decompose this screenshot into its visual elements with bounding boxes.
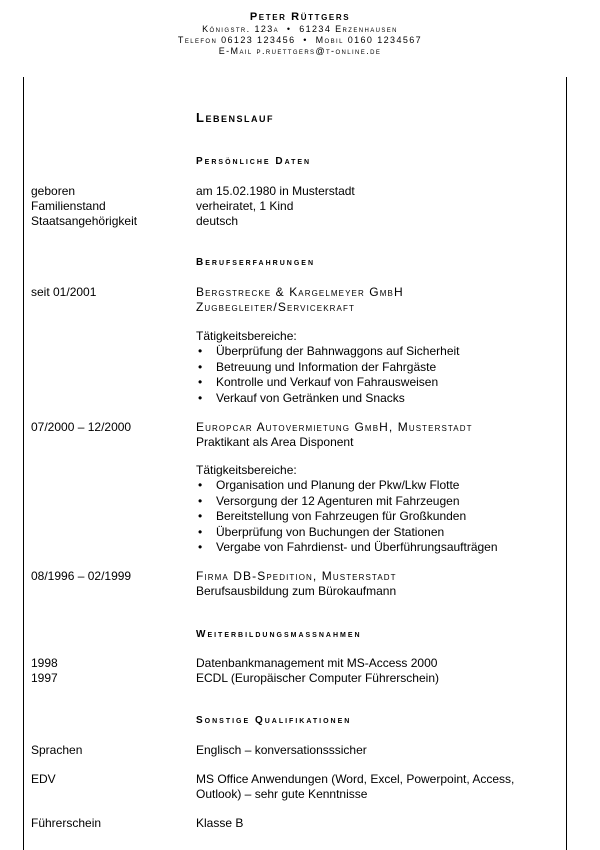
job-task-list xyxy=(196,478,498,556)
letterhead xyxy=(0,0,600,57)
list-item: • Bereitstellung von Fahrzeugen für Großkunden xyxy=(196,509,498,525)
job-tasks-label: Tätigkeitsbereiche: xyxy=(196,329,297,343)
personal-label-family: Familienstand xyxy=(31,199,106,213)
section-heading-training: Weiterbildungsmassnahmen xyxy=(196,629,362,640)
personal-value-born: am 15.02.1980 in Musterstadt xyxy=(196,184,355,198)
other-value-it-line2: Outlook) – sehr gute Kenntnisse xyxy=(196,787,368,801)
job-company: Europcar Autovermietung GmbH, Musterstadt xyxy=(196,420,473,434)
document-title: Lebenslauf xyxy=(196,110,274,125)
other-value-license: Klasse B xyxy=(196,816,244,830)
job-role: Zugbegleiter/Servicekraft xyxy=(196,300,355,314)
job-period: 07/2000 – 12/2000 xyxy=(31,420,132,434)
personal-label-nationality: Staatsangehörigkeit xyxy=(31,214,138,228)
list-item: • Überprüfung von Buchungen der Stationen xyxy=(196,525,498,541)
other-label-it: EDV xyxy=(31,772,56,786)
training-course: ECDL (Europäischer Computer Führerschein) xyxy=(196,671,439,685)
right-margin-rule xyxy=(566,77,567,850)
other-label-license: Führerschein xyxy=(31,816,102,830)
header-email: E-Mail p.ruettgers@t-online.de xyxy=(218,46,382,56)
list-item: • Kontrolle und Verkauf von Fahrausweisen xyxy=(196,375,460,391)
left-margin-rule xyxy=(23,77,24,850)
job-period: 08/1996 – 02/1999 xyxy=(31,569,132,583)
job-role: Berufsausbildung zum Bürokaufmann xyxy=(196,584,397,598)
list-item: • Betreuung und Information der Fahrgäste xyxy=(196,360,460,376)
list-item: • Überprüfung der Bahnwaggons auf Sicherheit xyxy=(196,344,460,360)
other-value-languages: Englisch – konversationsssicher xyxy=(196,743,367,757)
section-heading-personal: Persönliche Daten xyxy=(196,156,312,167)
other-label-languages: Sprachen xyxy=(31,743,83,757)
job-period: seit 01/2001 xyxy=(31,285,97,299)
training-course: Datenbankmanagement mit MS-Access 2000 xyxy=(196,656,438,670)
list-item: • Vergabe von Fahrdienst- und Überführungsaufträgen xyxy=(196,540,498,556)
training-year: 1998 xyxy=(31,656,58,670)
job-company: Bergstrecke & Kargelmeyer GmbH xyxy=(196,285,404,299)
header-address: Königstr. 123a • 61234 Erzenhausen xyxy=(202,24,398,34)
training-year: 1997 xyxy=(31,671,58,685)
job-tasks-label: Tätigkeitsbereiche: xyxy=(196,463,297,477)
list-item: • Versorgung der 12 Agenturen mit Fahrzeugen xyxy=(196,494,498,510)
section-heading-other: Sonstige Qualifikationen xyxy=(196,715,352,726)
personal-value-family: verheiratet, 1 Kind xyxy=(196,199,294,213)
list-item: • Verkauf von Getränken und Snacks xyxy=(196,391,460,407)
personal-value-nationality: deutsch xyxy=(196,214,239,228)
header-name: Peter Rüttgers xyxy=(249,11,351,23)
section-heading-experience: Berufserfahrungen xyxy=(196,257,316,268)
header-phones: Telefon 06123 123456 • Mobil 0160 1234567 xyxy=(177,35,423,45)
list-item: • Organisation und Planung der Pkw/Lkw Flotte xyxy=(196,478,498,494)
job-role: Praktikant als Area Disponent xyxy=(196,435,354,449)
job-task-list xyxy=(196,344,460,406)
personal-label-born: geboren xyxy=(31,184,76,198)
other-value-it-line1: MS Office Anwendungen (Word, Excel, Powerpoint, Access, xyxy=(196,772,515,786)
job-company: Firma DB-Spedition, Musterstadt xyxy=(196,569,397,583)
